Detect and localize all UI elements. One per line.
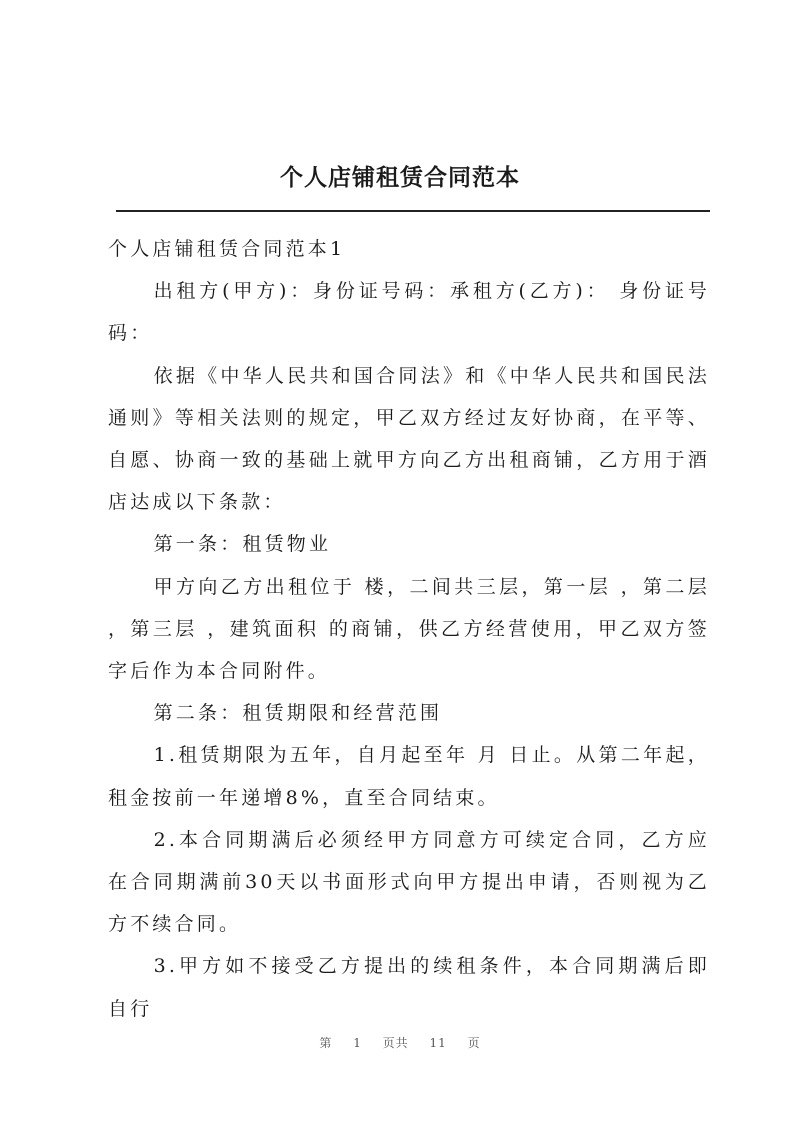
clause-paragraph: 2.本合同期满后必须经甲方同意方可续定合同，乙方应在合同期满前30天以书面形式向甲方提出申请，否则视为乙方不续合同。	[108, 828, 710, 936]
clause-paragraph: 3.甲方如不接受乙方提出的续租条件，本合同期满后即自行	[108, 955, 710, 1020]
parties-paragraph: 出租方(甲方)：身份证号码：承租方(乙方)： 身份证号码：	[108, 280, 710, 345]
footer-label-end: 页	[467, 1036, 481, 1050]
article-paragraph: 甲方向乙方出租位于 楼，二间共三层，第一层 ，第二层 ，第三层 ，建筑面积 的商铺，供乙方经营使用，甲乙双方签字后作为本合同附件。	[108, 575, 710, 683]
footer-label-page: 第	[319, 1036, 333, 1050]
clause-paragraph: 1.租赁期限为五年，自月起至年 月 日止。从第二年起，租金按前一年递增8%，直至合同结束。	[108, 744, 710, 809]
footer-current-page: 1	[353, 1036, 362, 1050]
footer-label-total: 页共	[382, 1036, 409, 1050]
title-divider	[116, 210, 710, 212]
footer-total-pages: 11	[429, 1036, 447, 1050]
document-title: 个人店铺租赁合同范本	[280, 165, 520, 191]
article-heading: 第一条：租赁物业	[153, 533, 332, 556]
preamble-paragraph: 依据《中华人民共和国合同法》和《中华人民共和国民法通则》等相关法则的规定，甲乙双方经过友好协商，在平等、自愿、协商一致的基础上就甲方向乙方出租商铺，乙方用于酒店达成以下条款：	[108, 364, 710, 514]
page-footer	[0, 1034, 800, 1051]
section-heading: 个人店铺租赁合同范本1	[108, 238, 346, 260]
document-body	[108, 228, 710, 1030]
article-heading: 第二条：租赁期限和经营范围	[153, 702, 443, 725]
